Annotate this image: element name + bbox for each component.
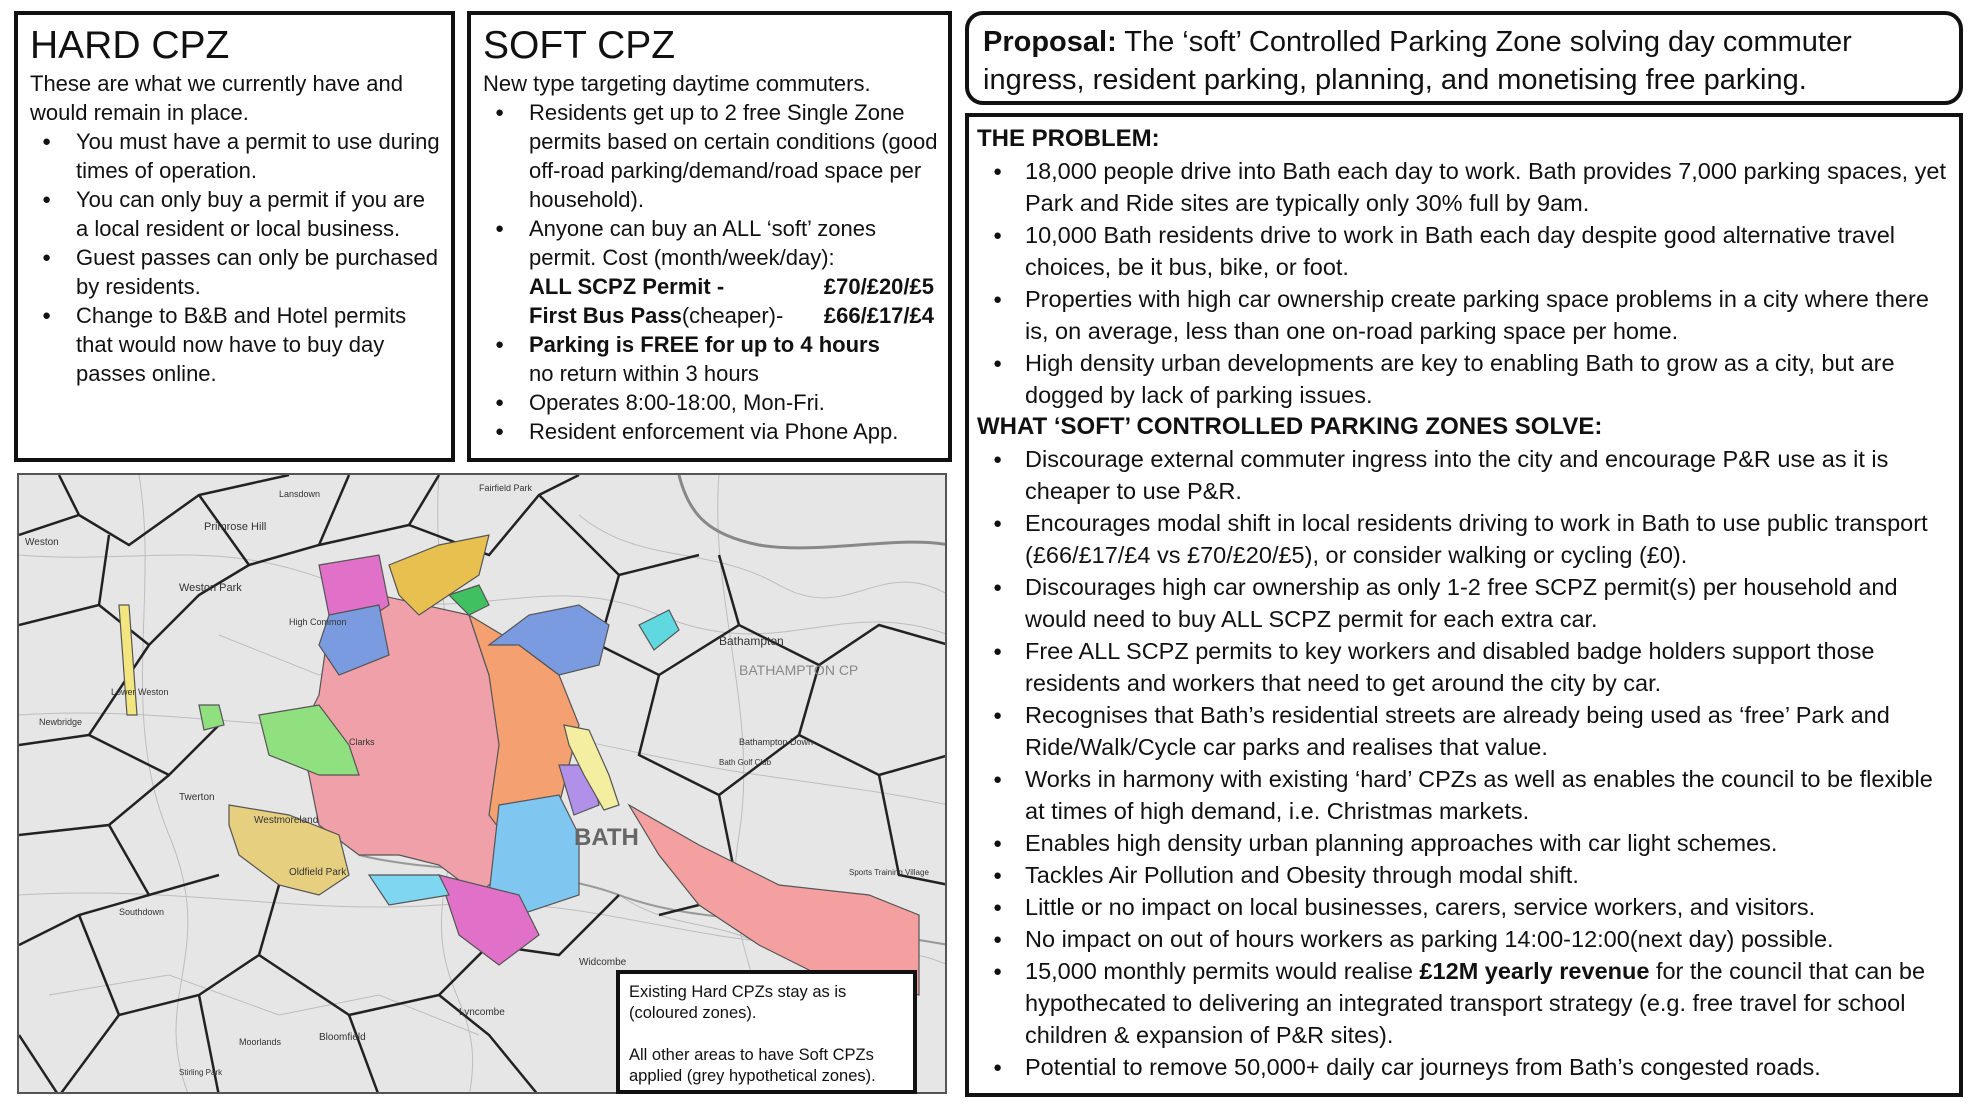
list-item <box>481 214 938 330</box>
map-label: BATHAMPTON CP <box>739 662 859 678</box>
price-row <box>529 301 938 330</box>
hard-cpz-title: HARD CPZ <box>30 24 230 67</box>
list-item <box>481 330 938 388</box>
map-label: Primrose Hill <box>204 521 267 533</box>
list-item: ● You must have a permit to use during times of operation. <box>28 127 441 185</box>
soft-cpz-list <box>481 98 938 446</box>
revenue-text-start: 15,000 monthly permits would realise <box>1025 958 1420 984</box>
price-row <box>529 272 938 301</box>
map-label: Widcombe <box>579 957 627 968</box>
list-item: ● Operates 8:00-18:00, Mon-Fri. <box>481 388 938 417</box>
map-label: Sports Training Village <box>849 868 929 877</box>
hard-cpz-panel <box>14 11 455 462</box>
list-item: ● No impact on out of hours workers as parking 14:00-12:00(next day) possible. <box>977 923 1951 955</box>
list-item: ● Little or no impact on local businesses, carers, service workers, and visitors. <box>977 891 1951 923</box>
revenue-text-end: for the council that can be hypothecated to delivering an integrated transport strategy (e.g. free travel for school children & expansion of P&R sites). <box>1025 958 1926 1048</box>
map-label: Clarks <box>349 737 375 747</box>
list-item: ● Resident enforcement via Phone App. <box>481 417 938 446</box>
hard-cpz-list <box>28 127 441 388</box>
price-label: First Bus Pass <box>529 303 682 328</box>
legend-soft-text: All other areas to have Soft CPZs applied (grey hypothetical zones). <box>629 1046 876 1085</box>
problem-panel <box>965 113 1963 1097</box>
map-label: Oldfield Park <box>289 867 347 878</box>
hard-cpz-intro: These are what we currently have and would remain in place. <box>30 71 403 125</box>
permit-cost-text: Anyone can buy an ALL ‘soft’ zones permit. Cost (month/week/day): <box>529 216 876 270</box>
list-item: ● Guest passes can only be purchased by residents. <box>28 243 441 301</box>
map-label: Weston <box>25 537 59 548</box>
problem-list <box>977 155 1951 411</box>
soft-cpz-panel <box>467 11 952 462</box>
map-label: Southdown <box>119 907 165 917</box>
list-item: ● Tackles Air Pollution and Obesity through modal shift. <box>977 859 1951 891</box>
price-value: £66/£17/£4 <box>823 303 934 328</box>
map-label: Moorlands <box>239 1037 282 1047</box>
proposal-label: Proposal: <box>983 26 1117 58</box>
list-item: ● 18,000 people drive into Bath each day to work. Bath provides 7,000 parking spaces, yet Park and Ride sites are typically only 30% full by 9am. <box>977 155 1951 219</box>
soft-cpz-title: SOFT CPZ <box>483 24 676 67</box>
no-return-text: no return within 3 hours <box>529 361 759 386</box>
price-suffix: (cheaper)- <box>681 303 784 328</box>
list-item: ● Discourages high car ownership as only 1-2 free SCPZ permit(s) per household and would need to buy ALL SCPZ permit for each extra car. <box>977 571 1951 635</box>
map-label: BATH <box>574 824 639 851</box>
map-label: Bath Golf Club <box>719 758 772 767</box>
list-item: ● Free ALL SCPZ permits to key workers and disabled badge holders support those residents and workers that need to get around the city by car. <box>977 635 1951 699</box>
revenue-amount: £12M yearly revenue <box>1419 958 1650 984</box>
map-legend <box>616 970 917 1094</box>
problem-heading: THE PROBLEM: <box>977 125 1160 152</box>
solve-heading: WHAT ‘SOFT’ CONTROLLED PARKING ZONES SOLVE: <box>977 413 1603 440</box>
solve-list <box>977 443 1951 1083</box>
list-item: ● Change to B&B and Hotel permits that would now have to buy day passes online. <box>28 301 441 388</box>
free-parking-text: Parking is FREE for up to 4 hours <box>529 332 880 357</box>
list-item: ● Enables high density urban planning approaches with car light schemes. <box>977 827 1951 859</box>
list-item: ● Recognises that Bath’s residential streets are already being used as ‘free’ Park and Ride/Walk/Cycle car parks and realises that value. <box>977 699 1951 763</box>
proposal-box <box>965 11 1963 105</box>
price-label: ALL SCPZ Permit - <box>529 274 725 299</box>
proposal-body: The ‘soft’ Controlled Parking Zone solving day commuter ingress, resident parking, planning, and monetising free parking. <box>983 26 1852 96</box>
map-label: Bathampton Down <box>739 737 814 747</box>
list-item: ● Properties with high car ownership create parking space problems in a city where there is, on average, less than one on-road parking space per home. <box>977 283 1951 347</box>
list-item: ● Discourage external commuter ingress into the city and encourage P&R use as it is cheaper to use P&R. <box>977 443 1951 507</box>
legend-hard-text: Existing Hard CPZs stay as is (coloured zones). <box>629 983 847 1022</box>
list-item: ● Works in harmony with existing ‘hard’ CPZs as well as enables the council to be flexible at times of high demand, i.e. Christmas markets. <box>977 763 1951 827</box>
list-item: ● Potential to remove 50,000+ daily car journeys from Bath’s congested roads. <box>977 1051 1951 1083</box>
proposal-text <box>983 23 1945 99</box>
list-item: ● You can only buy a permit if you are a local resident or local business. <box>28 185 441 243</box>
map-label: Stirling Park <box>179 1068 223 1077</box>
map-label: Lyncombe <box>459 1007 505 1018</box>
zone-lime-small <box>199 705 224 730</box>
map-label: Lower Weston <box>111 687 169 697</box>
price-value: £70/£20/£5 <box>823 274 934 299</box>
map-label: High Common <box>289 617 347 627</box>
map-label: Bloomfield <box>319 1032 366 1043</box>
map-label: Westmoreland <box>254 815 319 826</box>
list-item: ● Encourages modal shift in local residents driving to work in Bath to use public transport (£66/£17/£4 vs £70/£20/£5), or consider walking or cycling (£0). <box>977 507 1951 571</box>
map-label: Fairfield Park <box>479 483 533 493</box>
map-label: Weston Park <box>179 582 242 594</box>
list-item: ● Residents get up to 2 free Single Zone permits based on certain conditions (good off-road parking/demand/road space per household). <box>481 98 938 214</box>
map-label: Bathampton <box>719 634 784 648</box>
list-item: ● High density urban developments are key to enabling Bath to grow as a city, but are dogged by lack of parking issues. <box>977 347 1951 411</box>
map-label: Newbridge <box>39 717 83 727</box>
map-label: Twerton <box>179 792 215 803</box>
soft-cpz-intro: New type targeting daytime commuters. <box>483 71 871 96</box>
map-label: Lansdown <box>279 489 321 499</box>
list-item <box>977 955 1951 1051</box>
list-item: ● 10,000 Bath residents drive to work in Bath each day despite good alternative travel choices, be it bus, bike, or foot. <box>977 219 1951 283</box>
